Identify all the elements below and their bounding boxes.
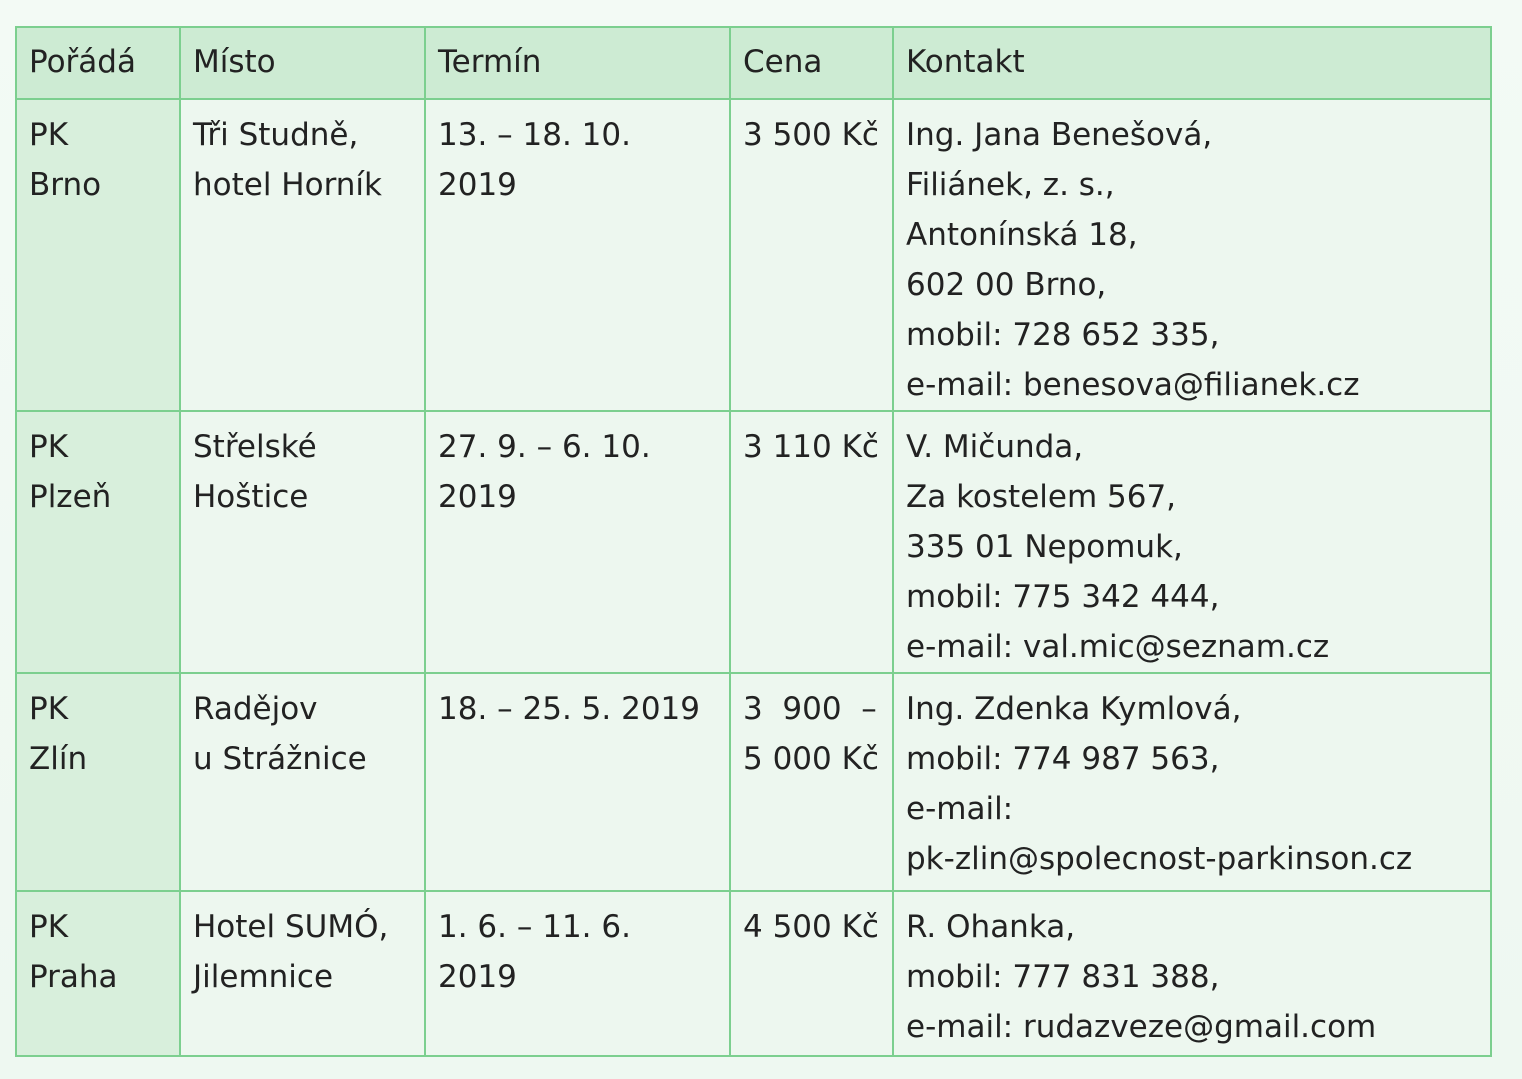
organizer-cell (16, 411, 180, 673)
cell-line: PK (29, 691, 69, 727)
cell-line: Zlín (29, 741, 88, 777)
header-date: Termín (425, 27, 730, 99)
cell-line: PK (29, 429, 69, 465)
cell-line: hotel Horník (193, 167, 382, 203)
date-cell (425, 673, 730, 891)
header-row (16, 27, 1491, 99)
cell-line: e-mail: val.mic@seznam.cz (906, 629, 1330, 665)
cell-line: PK (29, 909, 69, 945)
cell-line: Filiánek, z. s., (906, 167, 1115, 203)
contact-cell (893, 673, 1491, 891)
cell-line: mobil: 777 831 388, (906, 959, 1220, 995)
cell-line: Antonínská 18, (906, 217, 1138, 253)
cell-line: mobil: 775 342 444, (906, 579, 1220, 615)
cell-line: 602 00 Brno, (906, 267, 1107, 303)
cell-line: e-mail: benesova@filianek.cz (906, 367, 1360, 403)
place-cell (180, 673, 425, 891)
cell-line: Hoštice (193, 479, 309, 515)
cell-line: Za kostelem 567, (906, 479, 1177, 515)
cell-line: 2019 (438, 167, 517, 203)
table-row (16, 673, 1491, 891)
cell-line: Ing. Jana Benešová, (906, 117, 1213, 153)
cell-line: Praha (29, 959, 118, 995)
cell-line: Jilemnice (193, 959, 334, 995)
cell-line: u Strážnice (193, 741, 367, 777)
cell-line: 2019 (438, 479, 517, 515)
cell-line: mobil: 774 987 563, (906, 741, 1220, 777)
date-cell (425, 99, 730, 411)
cell-line: Ing. Zdenka Kymlová, (906, 691, 1242, 727)
cell-line: pk-zlin@spolecnost-parkinson.cz (906, 841, 1413, 877)
price-cell (730, 891, 893, 1056)
cell-line: V. Mičunda, (906, 429, 1084, 465)
table-row (16, 411, 1491, 673)
date-cell (425, 891, 730, 1056)
header-price: Cena (730, 27, 893, 99)
cell-line: 2019 (438, 959, 517, 995)
cell-line: PK (29, 117, 69, 153)
cell-line: 27. 9. – 6. 10. (438, 429, 651, 465)
table-row (16, 891, 1491, 1056)
cell-line: e-mail: (906, 791, 1014, 827)
place-cell (180, 411, 425, 673)
cell-line: Hotel SUMÓ, (193, 909, 389, 945)
cell-line: 13. – 18. 10. (438, 117, 631, 153)
price-cell (730, 673, 893, 891)
price-cell (730, 411, 893, 673)
place-cell (180, 99, 425, 411)
cell-line: 5 000 Kč (743, 741, 879, 777)
cell-line: mobil: 728 652 335, (906, 317, 1220, 353)
price-cell (730, 99, 893, 411)
cell-line: Tři Studně, (193, 117, 359, 153)
table-row (16, 99, 1491, 411)
header-place: Místo (180, 27, 425, 99)
organizer-cell (16, 99, 180, 411)
contact-cell (893, 411, 1491, 673)
place-cell (180, 891, 425, 1056)
cell-line: 1. 6. – 11. 6. (438, 909, 631, 945)
cell-line: Plzeň (29, 479, 112, 515)
cell-line: Radějov (193, 691, 318, 727)
cell-line: e-mail: rudazveze@gmail.com (906, 1009, 1377, 1045)
events-table (15, 26, 1492, 1057)
cell-line: 4 500 Kč (743, 909, 879, 945)
date-cell (425, 411, 730, 673)
organizer-cell (16, 891, 180, 1056)
cell-line: 3 110 Kč (743, 429, 879, 465)
cell-line: R. Ohanka, (906, 909, 1076, 945)
cell-line: 3 500 Kč (743, 117, 879, 153)
cell-line: 335 01 Nepomuk, (906, 529, 1183, 565)
organizer-cell (16, 673, 180, 891)
cell-line: 3 900 – (743, 691, 877, 727)
contact-cell (893, 891, 1491, 1056)
cell-line: Brno (29, 167, 102, 203)
cell-line: Střelské (193, 429, 317, 465)
contact-cell (893, 99, 1491, 411)
header-contact: Kontakt (893, 27, 1491, 99)
header-organizer: Pořádá (16, 27, 180, 99)
cell-line: 18. – 25. 5. 2019 (438, 691, 700, 727)
